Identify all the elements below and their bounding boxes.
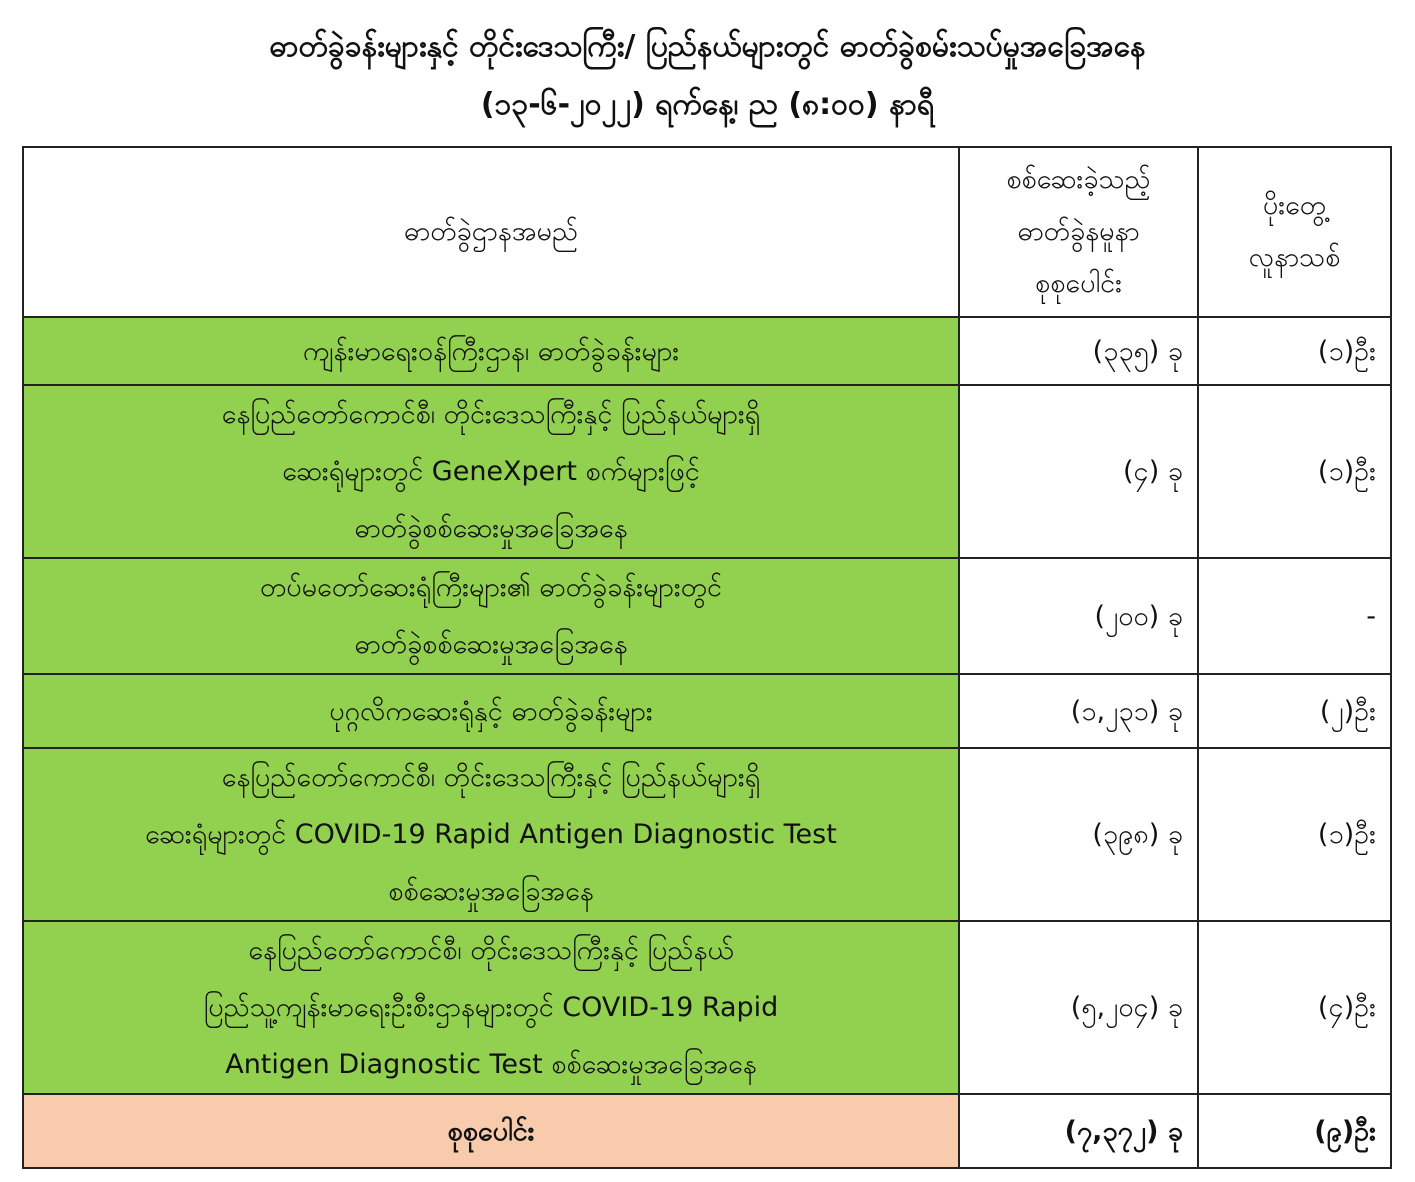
total-tested: (၇,၃၇၂) ခု [959, 1094, 1198, 1168]
positive-cell: (၁)ဦး [1198, 317, 1391, 385]
location-cell [23, 558, 959, 674]
location-line: ဓာတ်ခွဲစစ်ဆေးမှုအခြေအနေ [354, 513, 628, 544]
tested-cell: (၄) ခု [959, 385, 1198, 558]
positive-cell: (၁)ဦး [1198, 748, 1391, 921]
positive-cell: (၁)ဦး [1198, 385, 1391, 558]
total-label: စုစုပေါင်း [23, 1094, 959, 1168]
location-line: ကျန်းမာရေးဝန်ကြီးဌာန၊ ဓာတ်ခွဲခန်းများ [302, 335, 680, 367]
location-cell [23, 674, 959, 748]
total-row [23, 1094, 1391, 1168]
header-tested [959, 147, 1198, 317]
tested-cell: (၅,၂၀၄) ခု [959, 921, 1198, 1094]
positive-cell: (၂)ဦး [1198, 674, 1391, 748]
table-row [23, 558, 1391, 674]
location-line: ဓာတ်ခွဲစစ်ဆေးမှုအခြေအနေ [354, 629, 628, 660]
tested-cell: (၃၉၈) ခု [959, 748, 1198, 921]
location-line: ပုဂ္ဂလိကဆေးရုံနှင့် ဓာတ်ခွဲခန်းများ [329, 695, 653, 727]
tested-cell: (၂၀၀) ခု [959, 558, 1198, 674]
location-line: ပြည်သူ့ကျန်းမာရေးဦးစီးဌာနများတွင် COVID-19 Rapid [203, 992, 779, 1023]
tested-cell: (၃၃၅) ခု [959, 317, 1198, 385]
location-line: နေပြည်တော်ကောင်စီ၊ တိုင်းဒေသကြီးနှင့် ပြည်နယ်များရှိ [221, 762, 761, 793]
location-line: ဆေးရုံများတွင် COVID-19 Rapid Antigen Diagnostic Test [145, 819, 837, 850]
location-line: Antigen Diagnostic Test စစ်ဆေးမှုအခြေအနေ [225, 1049, 757, 1080]
lab-testing-table [22, 146, 1392, 1169]
location-line: နေပြည်တော်ကောင်စီ၊ တိုင်းဒေသကြီးနှင့် ပြည်နယ်များရှိ [221, 399, 761, 430]
positive-cell: - [1198, 558, 1391, 674]
positive-cell: (၄)ဦး [1198, 921, 1391, 1094]
header-positive [1198, 147, 1391, 317]
header-tested-line: စုစုပေါင်း [1035, 268, 1122, 299]
location-cell [23, 921, 959, 1094]
table-row [23, 748, 1391, 921]
table-header-row [23, 147, 1391, 317]
location-cell [23, 385, 959, 558]
location-cell [23, 317, 959, 385]
table-row [23, 385, 1391, 558]
header-tested-line: ဓာတ်ခွဲနမူနာ [1017, 216, 1140, 247]
header-tested-line: စစ်ဆေးခဲ့သည့် [1006, 164, 1151, 195]
title-line-1: ဓာတ်ခွဲခန်းများနှင့် တိုင်းဒေသကြီး/ ပြည်နယ်များတွင် ဓာတ်ခွဲစမ်းသပ်မှုအခြေအနေ [269, 29, 1146, 64]
location-line: ဆေးရုံများတွင် GeneXpert စက်များဖြင့် [282, 456, 700, 487]
header-positive-line: လူနာသစ် [1248, 242, 1341, 273]
location-cell [23, 748, 959, 921]
title-line-2: (၁၃-၆-၂၀၂၂) ရက်နေ့၊ ည (၈:၀၀) နာရီ [480, 87, 935, 122]
table-row [23, 674, 1391, 748]
tested-cell: (၁,၂၃၁) ခု [959, 674, 1198, 748]
table-row [23, 921, 1391, 1094]
location-line: တပ်မတော်ဆေးရုံကြီးများ၏ ဓာတ်ခွဲခန်းများတွင် [259, 572, 723, 603]
table-row [23, 317, 1391, 385]
header-location: ဓာတ်ခွဲဌာနအမည် [23, 147, 959, 317]
total-positive: (၉)ဦး [1198, 1094, 1391, 1168]
report-title [0, 18, 1415, 134]
location-line: နေပြည်တော်ကောင်စီ၊ တိုင်းဒေသကြီးနှင့် ပြည်နယ် [248, 935, 734, 966]
header-positive-line: ပိုးတွေ့ [1262, 190, 1327, 221]
location-line: စစ်ဆေးမှုအခြေအနေ [388, 876, 594, 907]
